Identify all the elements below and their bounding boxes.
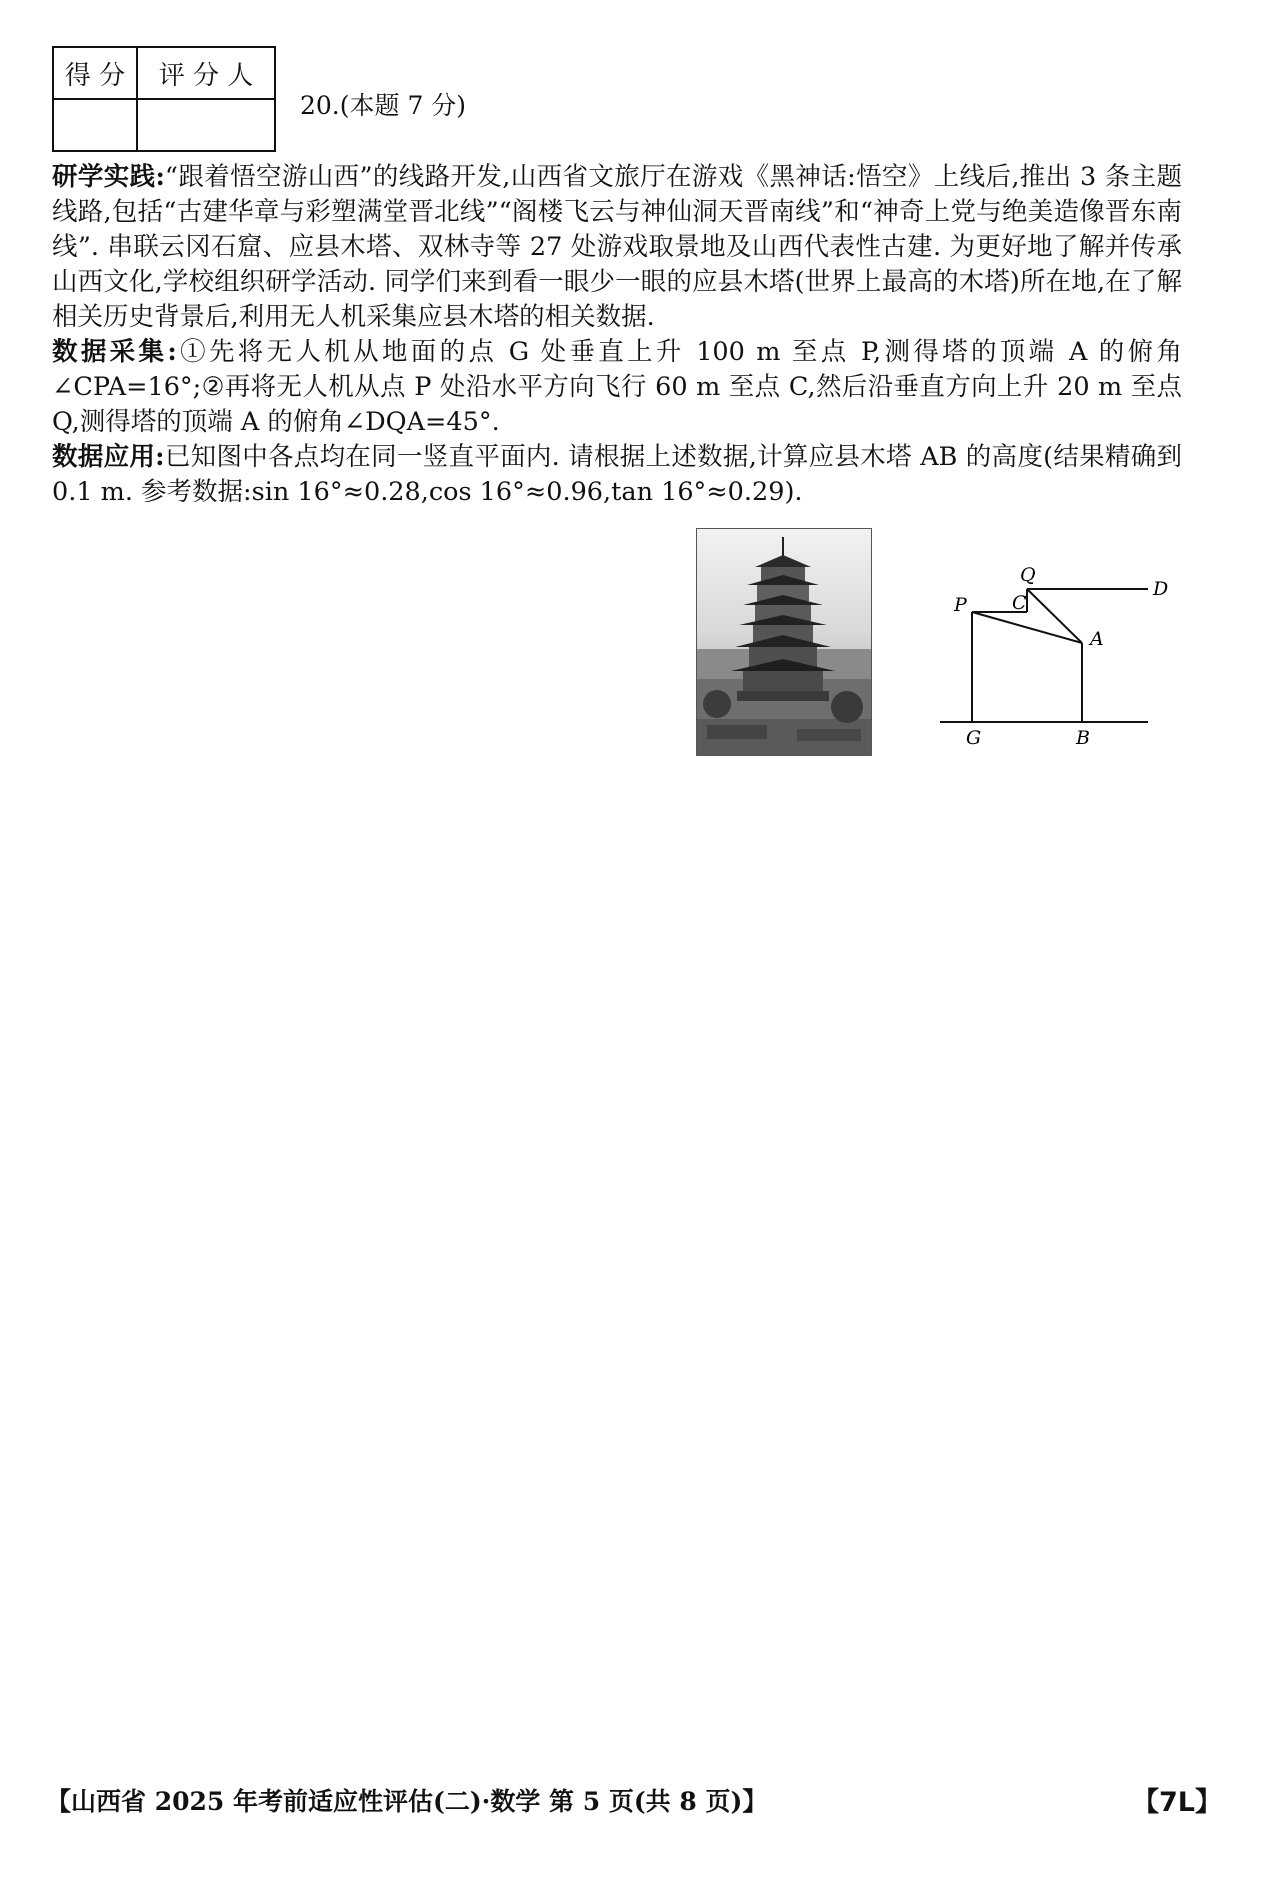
apply-text: 已知图中各点均在同一竖直平面内. 请根据上述数据,计算应县木塔 AB 的高度(结果精确到 0.1 m. 参考数据:sin 16°≈0.28,cos 16°≈0.96,tan 16°≈0.29).: [52, 442, 1182, 507]
collect-label: 数据采集:: [52, 337, 177, 367]
grader-header: 评 分 人: [137, 47, 275, 99]
label-c: C: [1012, 592, 1027, 614]
score-table: [52, 46, 276, 152]
paper-code: 【7L】: [1132, 1787, 1222, 1818]
apply-label: 数据应用:: [52, 442, 165, 472]
question-number: 20.(本题 7 分): [300, 91, 467, 120]
apply-paragraph: [52, 440, 1182, 510]
label-b: B: [1076, 727, 1090, 745]
geometry-diagram: [940, 555, 1170, 749]
practice-paragraph: [52, 160, 1182, 335]
grader-cell[interactable]: [137, 99, 275, 151]
label-g: G: [966, 727, 982, 745]
practice-text: “跟着悟空游山西”的线路开发,山西省文旅厅在游戏《黑神话:悟空》上线后,推出 3 条主题线路,包括“古建华章与彩塑满堂晋北线”“阁楼飞云与神仙洞天晋南线”和“神奇上党与绝美造像晋东南线”. 串联云冈石窟、应县木塔、双林寺等 27 处游戏取景地及山西代表性古建. 为更好地了解并传承山西文化,学校组织研学活动. 同学们来到看一眼少一眼的应县木塔(世界上最高的木塔)所在地,在了解相关历史背景后,利用无人机采集应县木塔的相关数据.: [52, 162, 1182, 332]
collect-text: ①先将无人机从地面的点 G 处垂直上升 100 m 至点 P,测得塔的顶端 A 的俯角∠CPA=16°;②再将无人机从点 P 处沿水平方向飞行 60 m 至点 C,然后沿垂直方向上升 20 m 至点 Q,测得塔的顶端 A 的俯角∠DQA=45°.: [52, 337, 1182, 437]
score-cell[interactable]: [53, 99, 137, 151]
wooden-pagoda-photo: [696, 528, 872, 756]
page-footer: 【山西省 2025 年考前适应性评估(二)·数学 第 5 页(共 8 页)】: [46, 1787, 768, 1816]
label-p: P: [954, 594, 967, 616]
label-q: Q: [1020, 564, 1036, 586]
collect-paragraph: [52, 335, 1182, 440]
score-header: 得 分: [53, 47, 137, 99]
label-a: A: [1090, 628, 1104, 650]
label-d: D: [1153, 578, 1169, 600]
practice-label: 研学实践:: [52, 162, 165, 192]
question-body: [52, 160, 1182, 510]
